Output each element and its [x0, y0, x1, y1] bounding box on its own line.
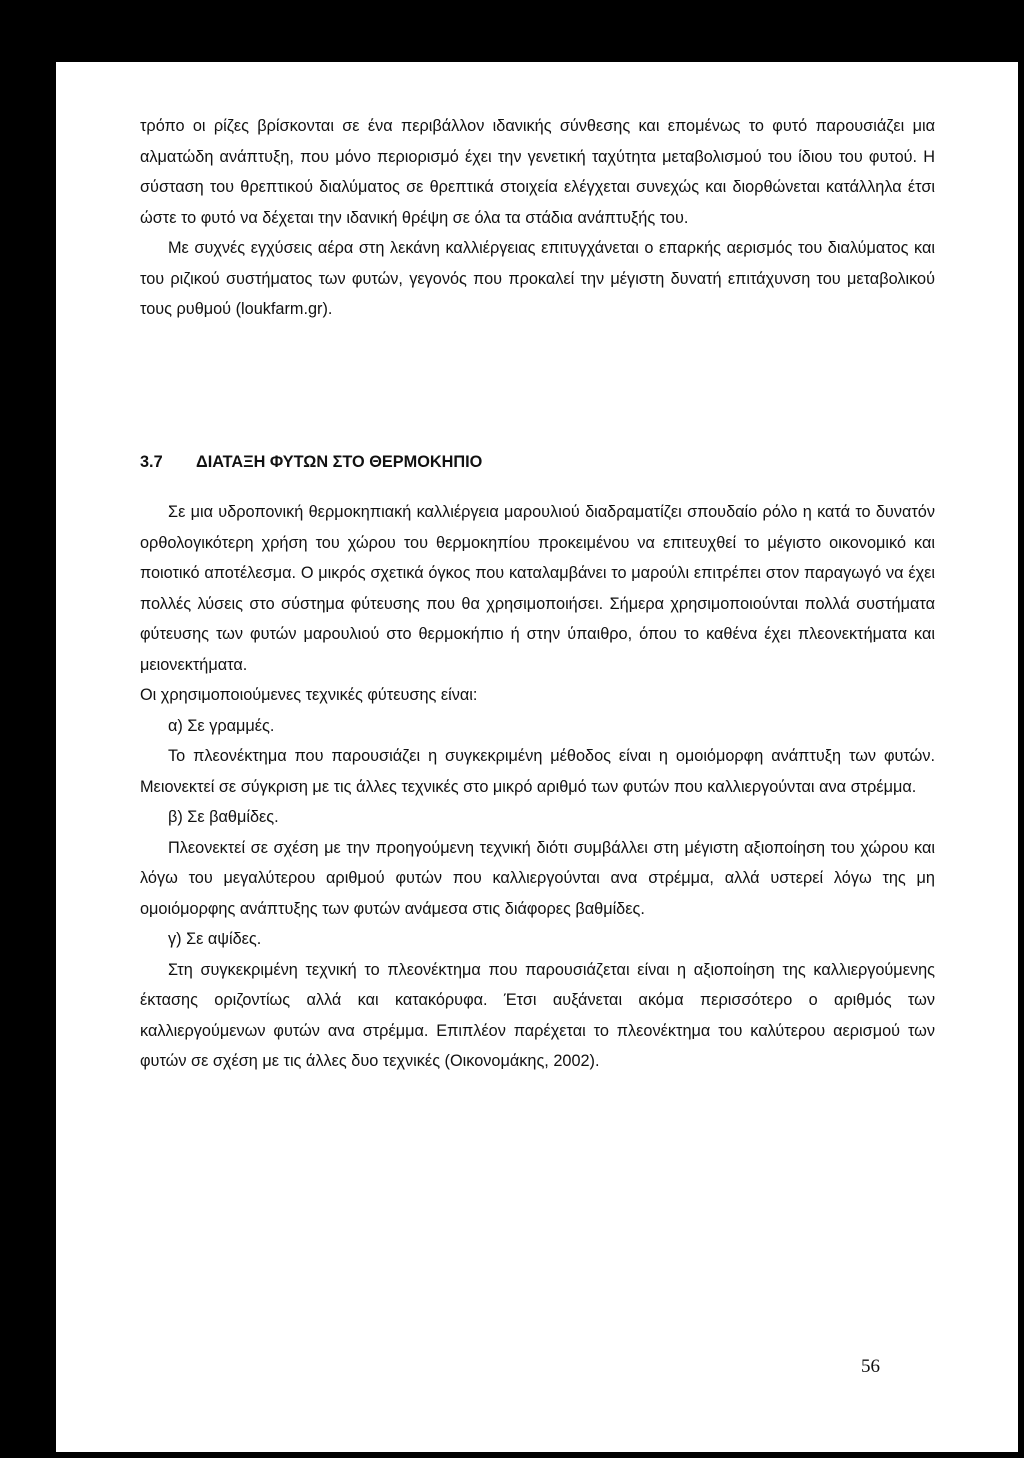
section-title: ΔΙΑΤΑΞΗ ΦΥΤΩΝ ΣΤΟ ΘΕΡΜΟΚΗΠΙΟ	[196, 453, 483, 471]
paragraph-continuation: τρόπο οι ρίζες βρίσκονται σε ένα περιβάλλον ιδανικής σύνθεσης και επομένως το φυτό παρουσιάζει μια αλματώδη ανάπτυξη, που μόνο περιορισμό έχει την γενετική ταχύτητα μεταβολισμού του ίδιου του φυτού. Η σύσταση του θρεπτικού διαλύματος σε θρεπτικά στοιχεία ελέγχεται συνεχώς και διορθώνεται κατάλληλα έτσι ώστε το φυτό να δέχεται την ιδανική θρέψη σε όλα τα στάδια ανάπτυξής του.	[140, 117, 935, 227]
technique-text-rows: Το πλεονέκτημα που παρουσιάζει η συγκεκριμένη μέθοδος είναι η ομοιόμορφη ανάπτυξη των φυτών. Μειονεκτεί σε σύγκριση με τις άλλες τεχνικές στο μικρό αριθμό των φυτών που καλλιεργούνται ανα στρέμμα.	[140, 747, 935, 796]
technique-label-tiers: β) Σε βαθμίδες.	[168, 808, 279, 826]
main-text-block	[140, 497, 935, 1077]
section-heading	[140, 453, 935, 472]
section-number: 3.7	[140, 453, 163, 471]
paragraph-aeration: Με συχνές εγχύσεις αέρα στη λεκάνη καλλιέργειας επιτυγχάνεται ο επαρκής αερισμός του διαλύματος και του ριζικού συστήματος των φυτών, γεγονός που προκαλεί την μέγιστη δυνατή επιτάχυνση του μεταβολικού τους ρυθμού (loukfarm.gr).	[140, 239, 935, 318]
technique-label-rows: α) Σε γραμμές.	[168, 716, 275, 735]
technique-text-tiers: Πλεονεκτεί σε σχέση με την προηγούμενη τεχνική διότι συμβάλλει στη μέγιστη αξιοποίηση του χώρου και λόγω του μεγαλύτερου αριθμού φυτών που καλλιεργούνται ανα στρέμμα, αλλά υστερεί λόγω της μη ομοιόμορφης ανάπτυξης των φυτών ανάμεσα στις διάφορες βαθμίδες.	[140, 838, 935, 918]
page-number: 56	[861, 1356, 880, 1377]
top-text-block	[140, 111, 935, 325]
paragraph-intro: Σε μια υδροπονική θερμοκηπιακή καλλιέργεια μαρουλιού διαδραματίζει σπουδαίο ρόλο η κατά το δυνατόν ορθολογικότερη χρήση του χώρου του θερμοκηπίου προκειμένου να επιτευχθεί το μέγιστο οικονομικό και ποιοτικό αποτέλεσμα. Ο μικρός σχετικά όγκος που καταλαμβάνει το μαρούλι επιτρέπει στον παραγωγό να έχει πολλές λύσεις στο σύστημα φύτευσης που θα χρησιμοποιήσει. Σήμερα χρησιμοποιούνται πολλά συστήματα φύτευσης των φυτών μαρουλιού στο θερμοκήπιο ή στην ύπαιθρο, όπου το καθένα έχει πλεονεκτήματα και μειονεκτήματα.	[140, 503, 935, 674]
technique-label-arches: γ) Σε αψίδες.	[168, 930, 262, 948]
technique-text-arches: Στη συγκεκριμένη τεχνική το πλεονέκτημα που παρουσιάζεται είναι η αξιοποίηση της καλλιεργούμενης έκτασης οριζοντίως αλλά και κατακόρυφα. Έτσι αυξάνεται ακόμα περισσότερο ο αριθμός των καλλιεργούμενων φυτών ανα στρέμμα. Επιπλέον παρέχεται το πλεονέκτημα του καλύτερου αερισμού των φυτών σε σχέση με τις άλλες δυο τεχνικές (Οικονομάκης, 2002).	[140, 960, 935, 1070]
document-page	[56, 62, 1018, 1452]
paragraph-techniques-intro: Οι χρησιμοποιούμενες τεχνικές φύτευσης είναι:	[140, 686, 478, 704]
